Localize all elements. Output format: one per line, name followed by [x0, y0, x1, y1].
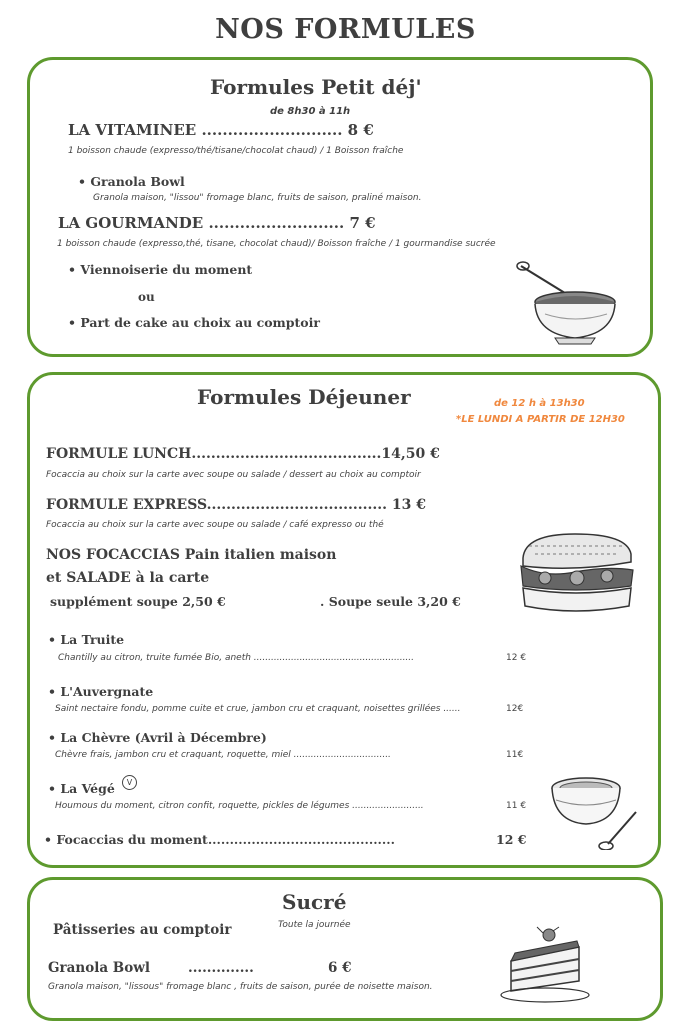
- cake-item: • Part de cake au choix au comptoir: [68, 315, 320, 330]
- page-title: NOS FORMULES: [215, 14, 476, 45]
- sweet-subtitle: Toute la journée: [278, 920, 351, 930]
- granola-dots: ..............: [188, 960, 254, 976]
- soupe-seule: . Soupe seule 3,20 €: [320, 594, 461, 609]
- menu-item-price: 12€: [506, 704, 524, 714]
- menu-item-name: • La Chèvre (Avril à Décembre): [48, 730, 267, 745]
- granola-bowl-illustration: [515, 258, 620, 350]
- breakfast-title: Formules Petit déj': [210, 75, 422, 99]
- cake-slice-illustration: [497, 925, 592, 1005]
- formule-express-desc: Focaccia au choix sur la carte avec soupe ou salade / café expresso ou thé: [46, 520, 384, 530]
- granola-bowl-item: • Granola Bowl: [78, 174, 185, 189]
- focaccias-moment: • Focaccias du moment...........................................: [44, 832, 395, 847]
- breakfast-hours: de 8h30 à 11h: [270, 106, 351, 117]
- monday-note: *LE LUNDI A PARTIR DE 12H30: [456, 414, 625, 425]
- focaccias-heading: NOS FOCACCIAS Pain italien maison: [46, 547, 337, 563]
- menu-item-price: 12 €: [506, 653, 527, 663]
- menu-item-name: • La Truite: [48, 632, 125, 647]
- menu-item-price: 11 €: [506, 801, 527, 811]
- sweet-title: Sucré: [282, 890, 347, 914]
- salade-heading: et SALADE à la carte: [46, 570, 210, 586]
- formule-lunch: FORMULE LUNCH.......................................14,50 €: [46, 446, 440, 462]
- vege-badge-icon: [122, 775, 137, 790]
- viennoiserie-item: • Viennoiserie du moment: [68, 262, 253, 277]
- formula-vitaminee-desc: 1 boisson chaude (expresso/thé/tisane/chocolat chaud) / 1 Boisson fraîche: [68, 146, 404, 156]
- granola-bowl-sweet: Granola Bowl: [48, 960, 150, 976]
- supplement-soupe: supplément soupe 2,50 €: [50, 594, 226, 609]
- patisseries-label: Pâtisseries au comptoir: [53, 922, 232, 938]
- formule-express: FORMULE EXPRESS..................................... 13 €: [46, 497, 426, 513]
- vege-badge-label: V: [126, 778, 133, 787]
- granola-bowl-desc: Granola maison, "lissou" fromage blanc, fruits de saison, praliné maison.: [93, 193, 422, 203]
- focaccias-moment-price: 12 €: [496, 832, 527, 847]
- menu-item-name: • L'Auvergnate: [48, 684, 154, 699]
- menu-item-desc: Saint nectaire fondu, pomme cuite et crue, jambon cru et craquant, noisettes grillées ......: [55, 704, 461, 714]
- menu-item-name: • La Végé: [48, 781, 115, 796]
- sandwich-illustration: [515, 528, 640, 618]
- menu-item-desc: Chantilly au citron, truite fumée Bio, aneth ........................................................: [58, 653, 415, 663]
- menu-item-desc: Houmous du moment, citron confit, roquette, pickles de légumes .........................: [55, 801, 424, 811]
- formula-gourmande-desc: 1 boisson chaude (expresso,thé, tisane, chocolat chaud)/ Boisson fraîche / 1 gourmandise sucrée: [57, 239, 496, 249]
- formule-lunch-desc: Focaccia au choix sur la carte avec soupe ou salade / dessert au choix au comptoir: [46, 470, 421, 480]
- menu-item-desc: Chèvre frais, jambon cru et craquant, roquette, miel ..................................: [55, 750, 391, 760]
- menu-item-price: 11€: [506, 750, 524, 760]
- granola-sweet-desc: Granola maison, "lissous" fromage blanc , fruits de saison, purée de noisette maison.: [48, 982, 433, 992]
- granola-price: 6 €: [328, 960, 352, 976]
- lunch-title: Formules Déjeuner: [197, 385, 411, 409]
- or-label: ou: [138, 290, 155, 304]
- formula-gourmande: LA GOURMANDE .......................... 7 €: [58, 214, 376, 232]
- formula-vitaminee: LA VITAMINEE ........................... 8 €: [68, 121, 374, 139]
- soup-bowl-illustration: [546, 770, 642, 850]
- lunch-hours: de 12 h à 13h30: [494, 398, 585, 409]
